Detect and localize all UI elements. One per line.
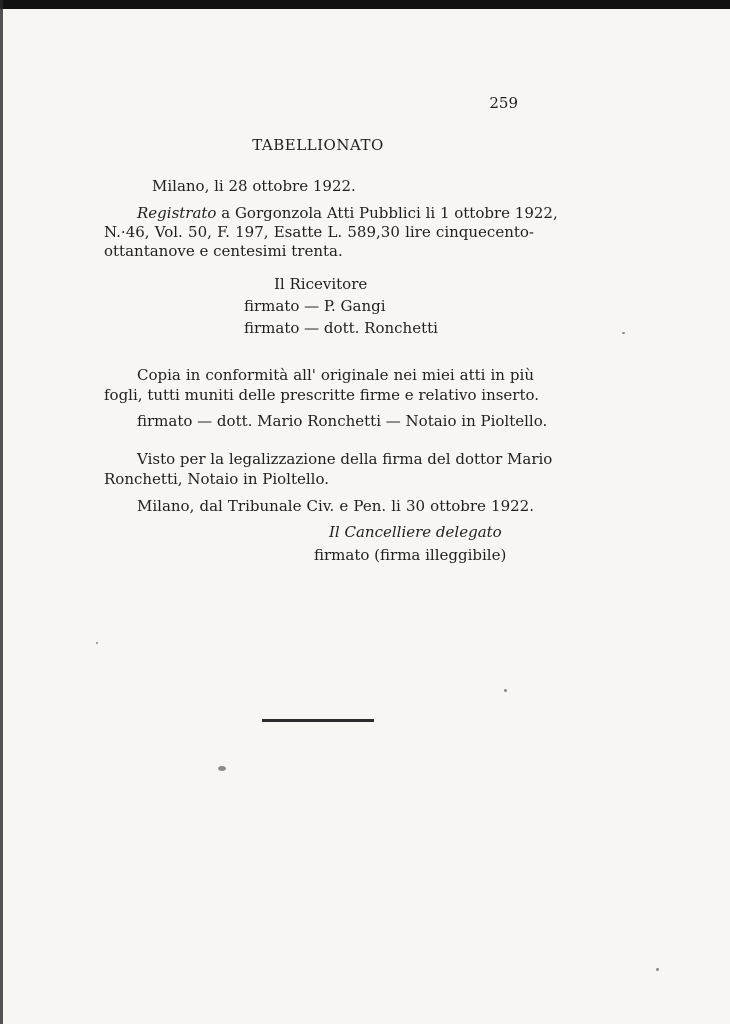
registration-line-2: N.·46, Vol. 50, F. 197, Esatte L. 589,30 lire cinquecento- [104,223,534,241]
receiver-signed-2: firmato — dott. Ronchetti [244,319,438,337]
registration-line-1 [137,204,558,222]
scan-top-border [0,0,730,9]
legalization-line-3: Milano, dal Tribunale Civ. e Pen. li 30 ottobre 1922. [137,497,534,515]
chancellor-title: Il Cancelliere delegato [329,523,502,541]
copy-statement-line-2: fogli, tutti muniti delle prescritte firme e relativo inserto. [104,386,540,404]
legalization-line-1: Visto per la legalizzazione della firma del dottor Mario [137,450,553,468]
page-number: 259 [489,94,518,112]
chancellor-signed: firmato (firma illeggibile) [314,546,507,564]
date-line: Milano, li 28 ottobre 1922. [152,177,356,195]
ink-speck [96,642,98,644]
scan-left-edge [0,0,3,1024]
section-divider [262,719,374,722]
ink-speck [504,689,507,692]
registration-line-1-text: a Gorgonzola Atti Pubblici li 1 ottobre 1922, [216,204,558,222]
legalization-line-2: Ronchetti, Notaio in Pioltello. [104,470,330,488]
copy-statement-line-3: firmato — dott. Mario Ronchetti — Notaio in Pioltello. [137,412,548,430]
receiver-title: Il Ricevitore [274,275,368,293]
registration-label: Registrato [137,204,217,222]
ink-speck [656,968,659,971]
ink-speck [218,766,226,771]
copy-statement-line-1: Copia in conformità all' originale nei miei atti in più [137,366,534,384]
receiver-signed-1: firmato — P. Gangi [244,297,386,315]
ink-speck [622,332,625,334]
registration-line-3: ottantanove e centesimi trenta. [104,242,343,260]
page-heading: TABELLIONATO [252,136,384,154]
